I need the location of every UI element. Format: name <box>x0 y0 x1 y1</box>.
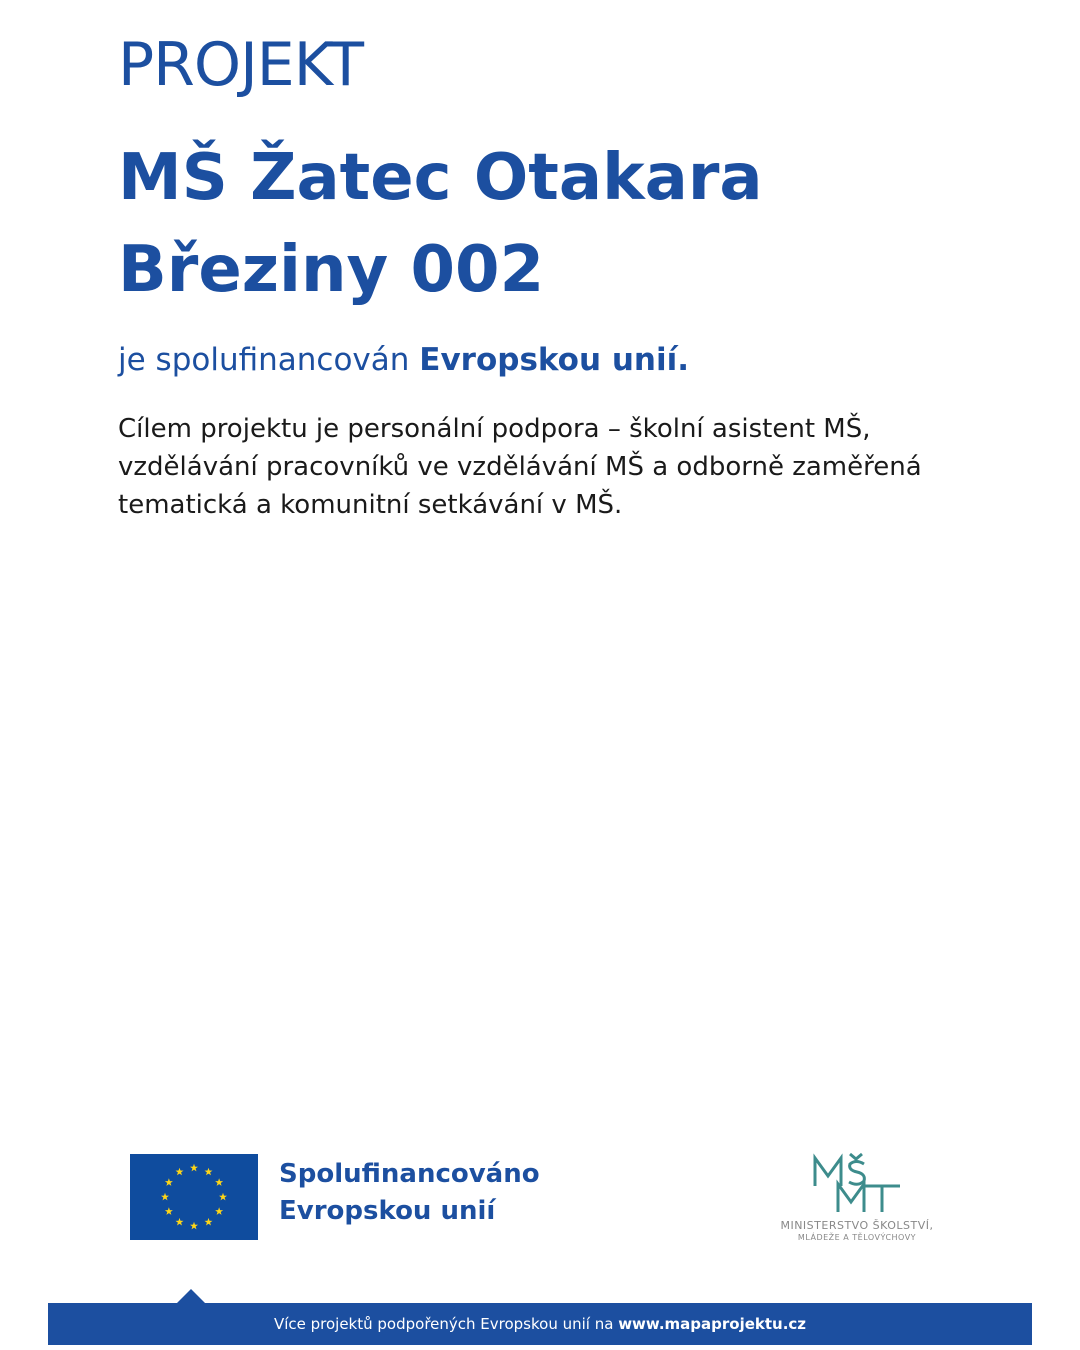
project-title <box>118 132 1018 316</box>
msmt-line1: MINISTERSTVO ŠKOLSTVÍ, <box>780 1219 934 1232</box>
description-line3: tematická a komunitní setkávání v MŠ. <box>118 490 623 520</box>
project-title-line2: Březiny 002 <box>118 233 545 307</box>
eu-logo-line1: Spolufinancováno <box>279 1159 540 1189</box>
eu-logo-line2: Evropskou unií <box>279 1196 496 1226</box>
footer-text: Více projektů podpořených Evropskou unií na <box>273 1315 614 1333</box>
project-description <box>118 410 998 524</box>
description-line1: Cílem projektu je personální podpora – školní asistent MŠ, <box>118 414 871 444</box>
project-title-line1: MŠ Žatec Otakara <box>118 141 763 215</box>
footer-bar <box>48 1303 1032 1345</box>
eu-cofinance-logo-text <box>279 1156 540 1230</box>
description-line2: vzdělávání pracovníků ve vzdělávání MŠ a odborně zaměřená <box>118 452 922 482</box>
msmt-monogram-icon <box>815 1154 900 1212</box>
msmt-logo <box>760 1150 955 1245</box>
footer-link[interactable]: www.mapaprojektu.cz <box>618 1315 807 1333</box>
poster-label: PROJEKT <box>118 30 364 100</box>
cofinance-statement <box>118 338 689 382</box>
cofinance-bold: Evropskou unií. <box>419 342 690 378</box>
eu-flag-icon <box>130 1154 258 1240</box>
cofinance-prefix: je spolufinancován <box>118 342 410 378</box>
msmt-line2: MLÁDEŽE A TĚLOVÝCHOVY <box>797 1233 917 1242</box>
footer-notch <box>176 1289 206 1304</box>
